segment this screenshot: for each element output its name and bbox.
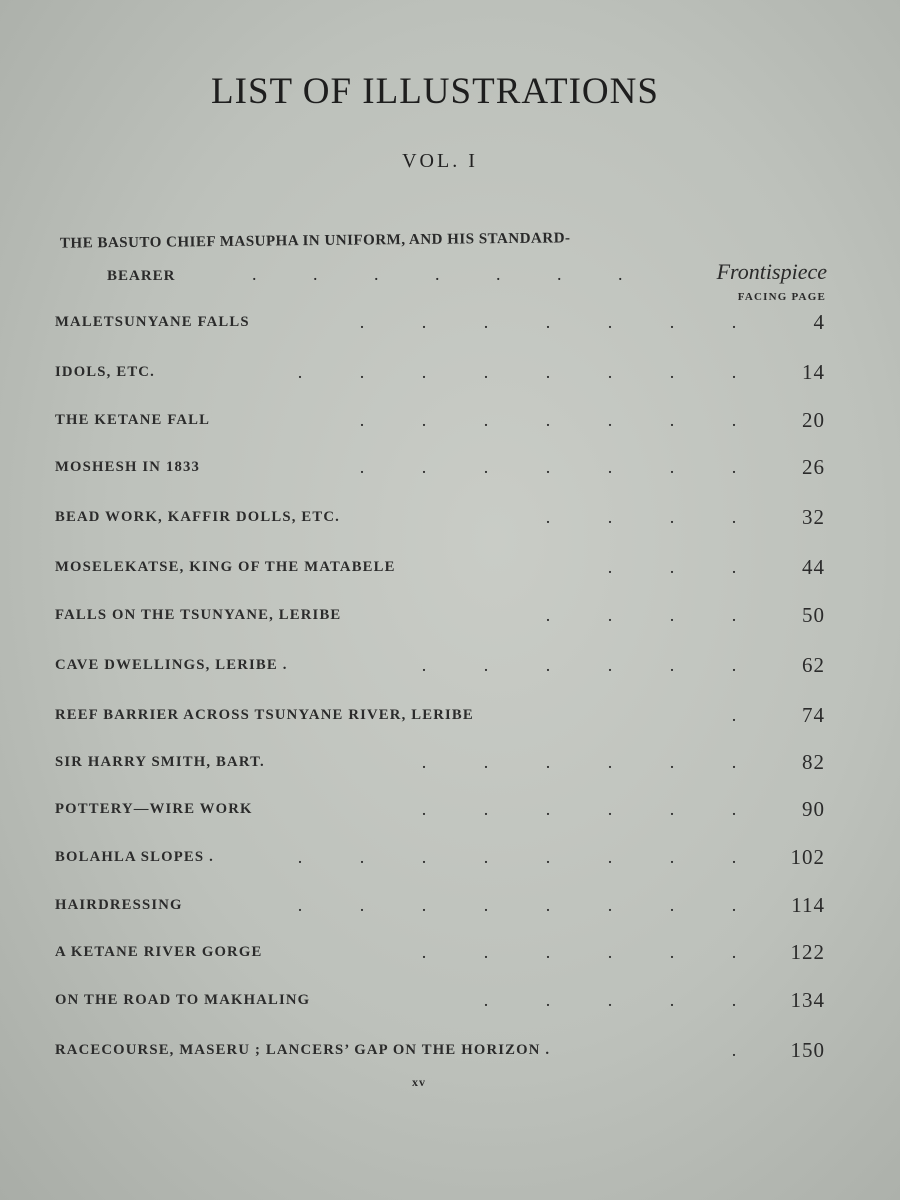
page-folio: xv (412, 1075, 426, 1089)
leader-dots: . . . . (545, 507, 737, 527)
page-number: 4 (813, 310, 825, 334)
leader-dots: . . . . . . . (359, 457, 737, 477)
list-item (55, 845, 825, 873)
page-number: 122 (790, 940, 825, 964)
list-item (55, 408, 825, 436)
page-number: 114 (791, 893, 825, 917)
frontispiece-page-label: Frontispiece (716, 259, 827, 284)
list-item (55, 750, 825, 778)
leader-dots: . . . . . . . (359, 312, 737, 332)
illustration-title: REEF BARRIER ACROSS TSUNYANE RIVER, LERIBE (55, 707, 474, 723)
leader-dots: . (731, 1040, 737, 1060)
leader-dots: . . . . . (483, 990, 737, 1010)
illustration-title: MOSHESH IN 1833 (55, 459, 201, 475)
leader-dots: . . . . . . . . (297, 362, 737, 382)
illustration-title: RACECOURSE, MASERU ; LANCERS’ GAP ON THE HORIZON . (55, 1042, 551, 1058)
page-number: 32 (802, 505, 825, 529)
leader-dots: . . . . . . (421, 799, 737, 819)
frontispiece-caption-line2: BEARER (107, 268, 176, 284)
list-item (55, 940, 825, 968)
illustration-title: POTTERY—WIRE WORK (55, 801, 253, 817)
illustration-title: CAVE DWELLINGS, LERIBE . (55, 657, 288, 673)
list-item (55, 360, 825, 388)
illustration-title: BOLAHLA SLOPES . (55, 849, 214, 865)
list-item (55, 555, 825, 583)
leader-dots: . . . . . . . (359, 410, 737, 430)
illustration-title: BEAD WORK, KAFFIR DOLLS, ETC. (55, 509, 340, 525)
page-title: LIST OF ILLUSTRATIONS (211, 71, 659, 112)
list-item (55, 603, 825, 631)
page-number: 134 (790, 988, 825, 1012)
page-number: 90 (802, 797, 825, 821)
list-item (55, 505, 825, 533)
leader-dots: . (731, 705, 737, 725)
page-number: 20 (802, 408, 825, 432)
leader-dots: . . . (607, 557, 737, 577)
page-number: 74 (802, 703, 825, 727)
list-item (55, 455, 825, 483)
list-item (55, 988, 825, 1016)
list-item (55, 653, 825, 681)
page-number: 14 (802, 360, 825, 384)
leader-dots: . . . . . . . . (297, 895, 737, 915)
illustration-title: ON THE ROAD TO MAKHALING (55, 992, 311, 1008)
illustration-title: HAIRDRESSING (55, 897, 183, 913)
page-number: 62 (802, 653, 825, 677)
illustration-title: THE KETANE FALL (55, 412, 211, 428)
list-item (55, 703, 825, 731)
illustration-title: MOSELEKATSE, KING OF THE MATABELE (55, 559, 396, 575)
list-item (55, 893, 825, 921)
list-item (55, 310, 825, 338)
illustration-title: SIR HARRY SMITH, BART. (55, 754, 265, 770)
page-number: 82 (802, 750, 825, 774)
frontispiece-entry (107, 259, 827, 292)
list-item (55, 1038, 825, 1066)
page-number: 26 (802, 455, 825, 479)
volume-heading: VOL. I (402, 150, 478, 172)
list-item (55, 797, 825, 825)
leader-dots: . . . . . . (421, 942, 737, 962)
page-number: 150 (790, 1038, 825, 1062)
facing-page-header: FACING PAGE (737, 291, 826, 303)
leader-dots: . . . . . . . (252, 264, 623, 284)
leader-dots: . . . . (545, 605, 737, 625)
leader-dots: . . . . . . (421, 752, 737, 772)
leader-dots: . . . . . . (421, 655, 737, 675)
frontispiece-caption-line1: THE BASUTO CHIEF MASUPHA IN UNIFORM, AND HIS STANDARD- (59, 230, 571, 252)
illustration-title: IDOLS, ETC. (55, 364, 155, 380)
page-number: 44 (802, 555, 825, 579)
illustration-title: MALETSUNYANE FALLS (55, 314, 250, 330)
page-number: 102 (790, 845, 825, 869)
illustration-title: A KETANE RIVER GORGE (55, 944, 263, 960)
leader-dots: . . . . . . . . (297, 847, 737, 867)
page-number: 50 (802, 603, 825, 627)
illustration-title: FALLS ON THE TSUNYANE, LERIBE (55, 607, 342, 623)
